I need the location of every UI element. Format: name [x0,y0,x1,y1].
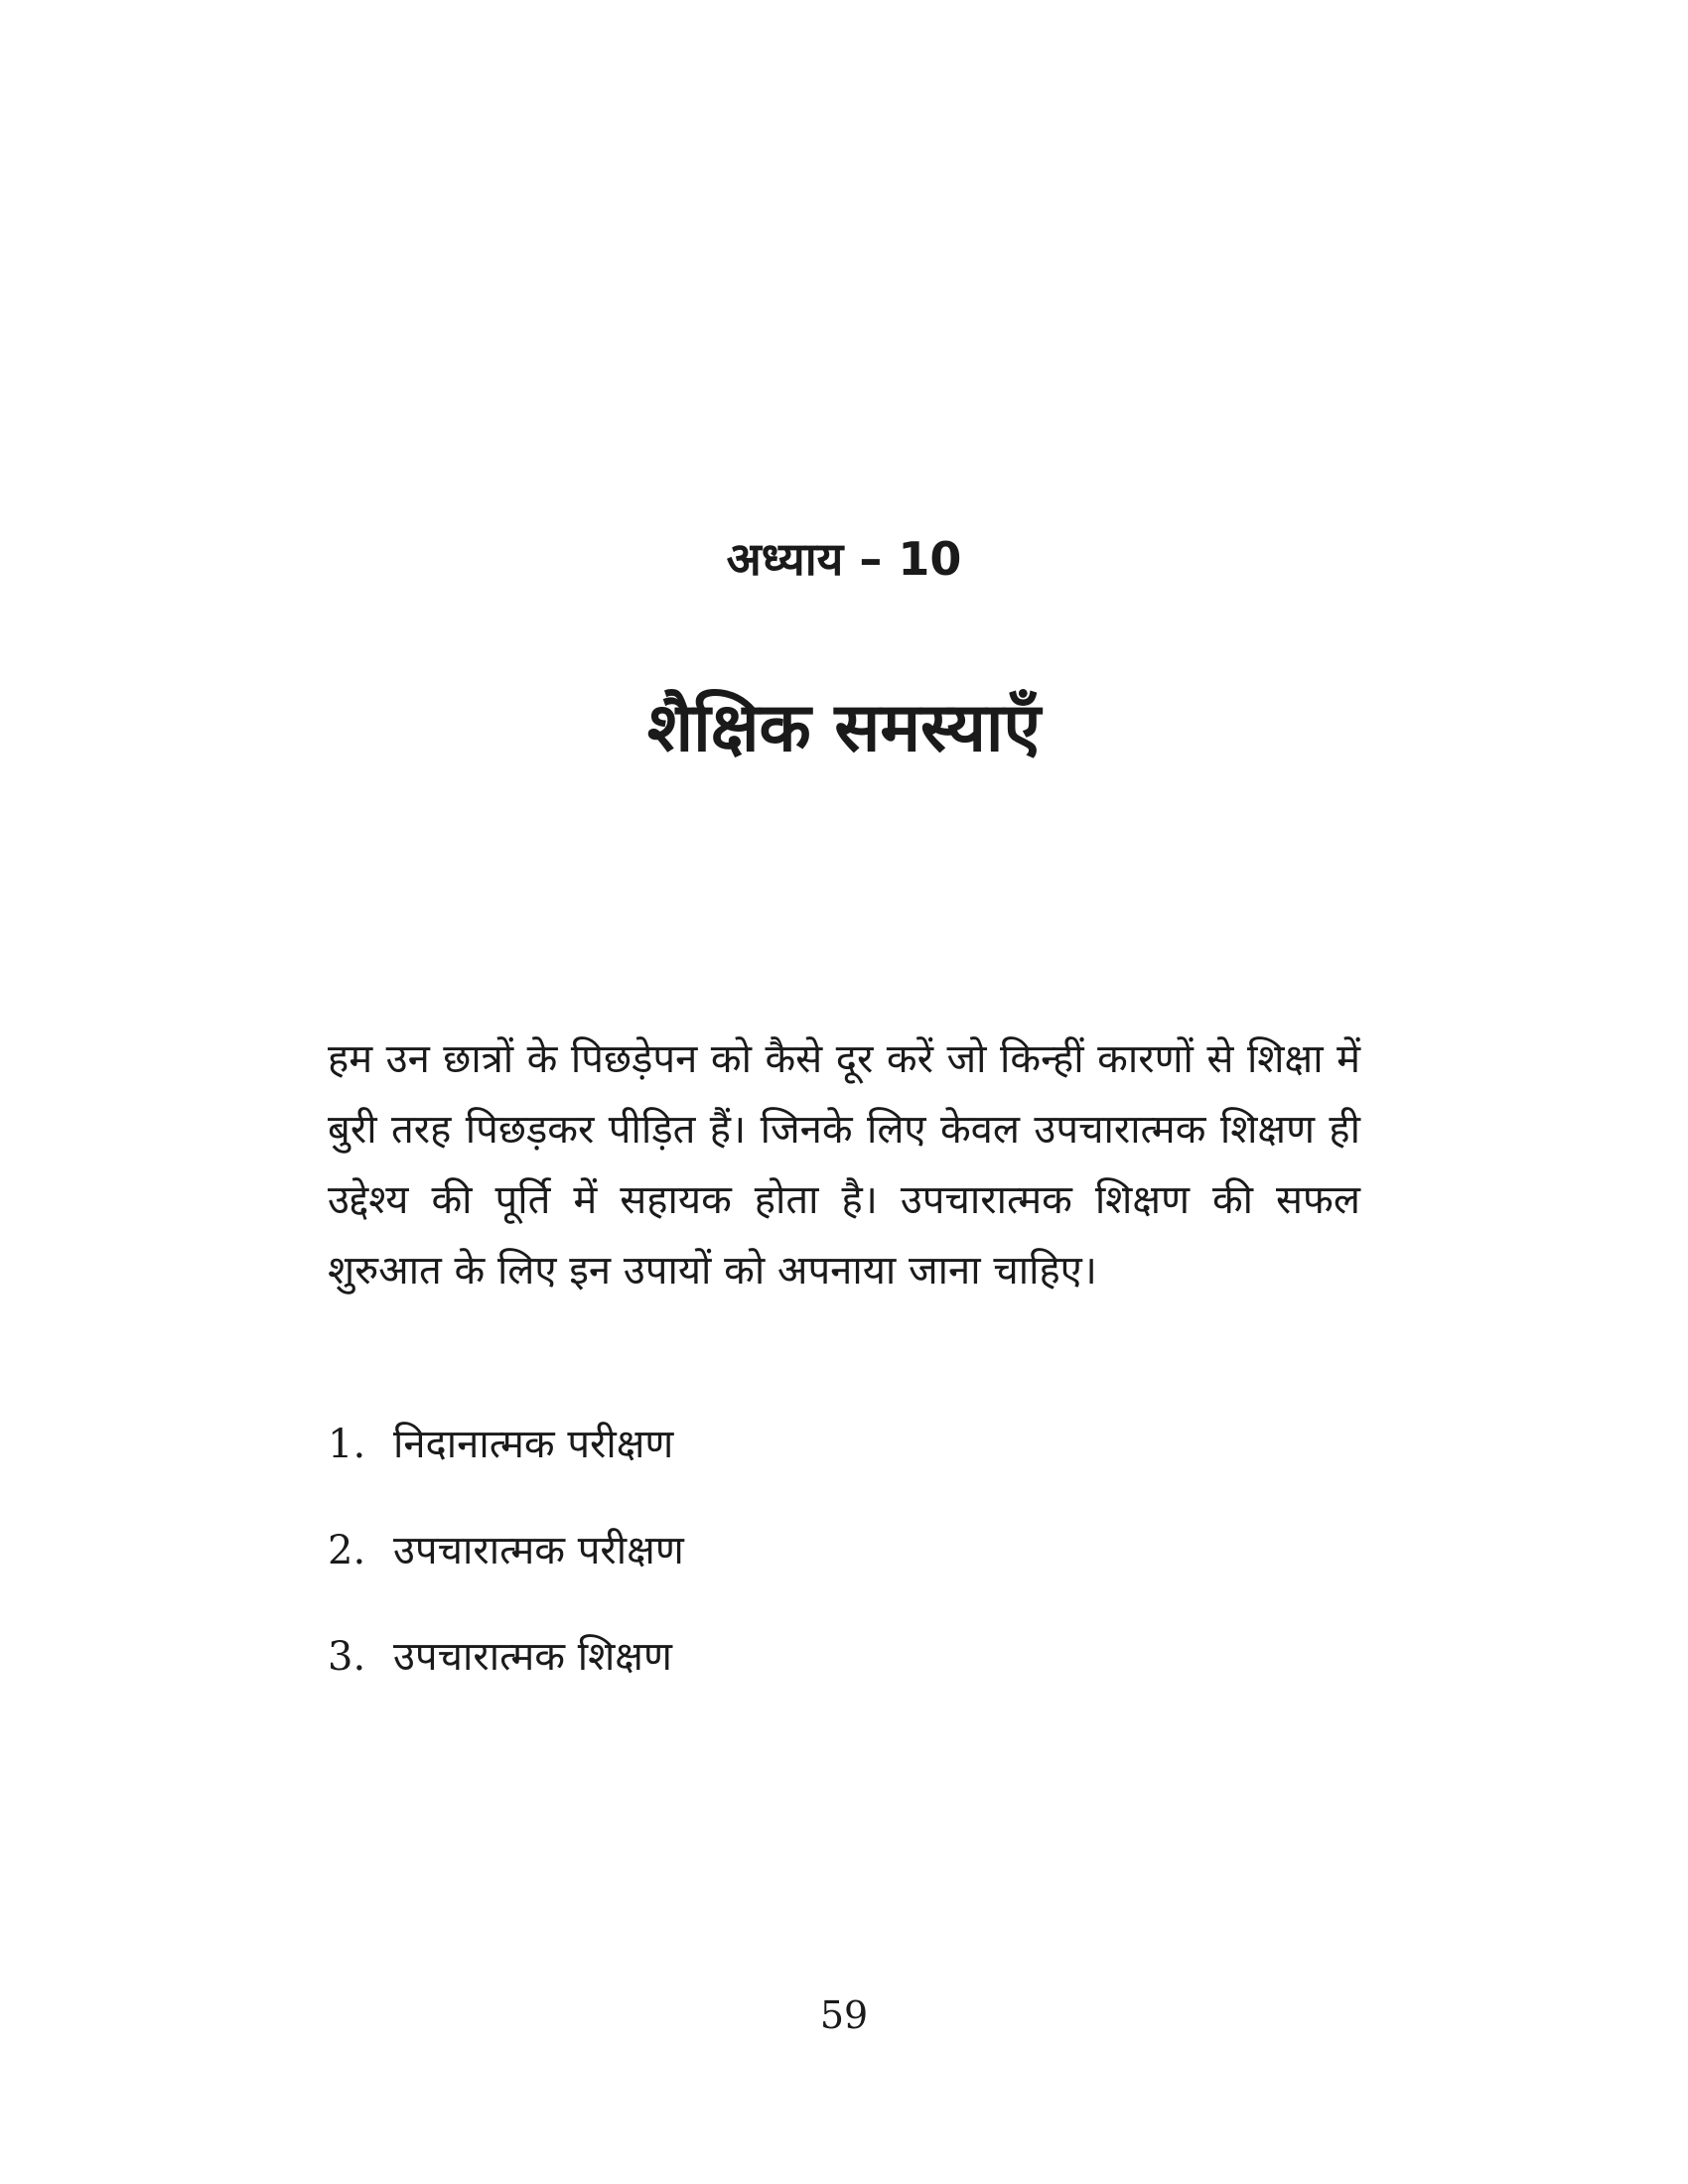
list-item [328,1622,1360,1728]
list-item-text: निदानात्मक परीक्षण [393,1422,674,1467]
list-item-number: 2. [328,1528,366,1573]
list-item-number: 1. [328,1422,366,1467]
list-item-text: उपचारात्मक शिक्षण [393,1634,672,1680]
list-item-text: उपचारात्मक परीक्षण [393,1528,684,1573]
list-item [328,1410,1360,1516]
chapter-title: शैक्षिक समस्याएँ [646,689,1042,767]
measures-list [328,1410,1360,1728]
list-item [328,1516,1360,1622]
chapter-label: अध्याय – 10 [726,532,962,586]
page-number: 59 [819,1993,869,2037]
list-item-number: 3. [328,1634,366,1680]
body-paragraph: हम उन छात्रों के पिछड़ेपन को कैसे दूर करें जो किन्हीं कारणों से शिक्षा में बुरी तरह पिछड़कर पीड़ित हैं। जिनके लिए केवल उपचारात्मक शिक्षण ही उद्देश्य की पूर्ति में सहायक होता है। उपचारात्मक शिक्षण की सफल शुरुआत के लिए इन उपायों को अपनाया जाना चाहिए। [328,1036,1360,1294]
